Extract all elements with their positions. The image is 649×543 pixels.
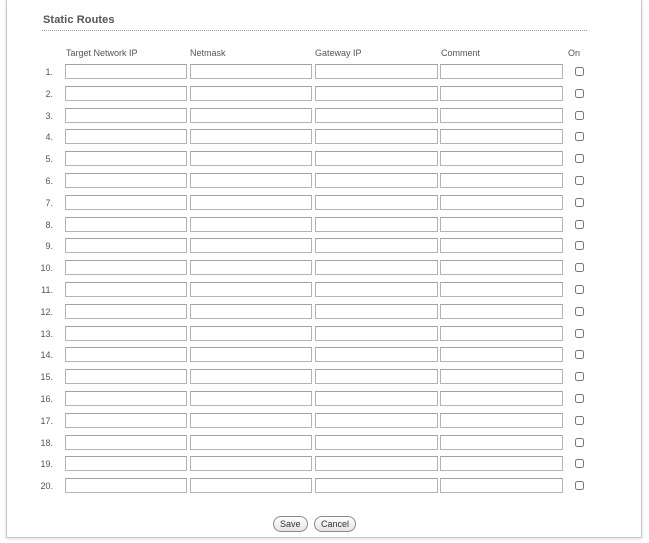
netmask-input[interactable]: [190, 391, 312, 406]
column-header-on: On: [568, 48, 581, 58]
target-network-ip-input[interactable]: [65, 260, 187, 275]
gateway-ip-input[interactable]: [315, 347, 438, 362]
route-enabled-checkbox[interactable]: [575, 263, 584, 272]
gateway-ip-input[interactable]: [315, 151, 438, 166]
target-network-ip-input[interactable]: [65, 282, 187, 297]
row-number: 4.: [45, 132, 53, 142]
gateway-ip-input[interactable]: [315, 326, 438, 341]
netmask-input[interactable]: [190, 347, 312, 362]
comment-input[interactable]: [440, 369, 563, 384]
target-network-ip-input[interactable]: [65, 129, 187, 144]
gateway-ip-input[interactable]: [315, 86, 438, 101]
target-network-ip-input[interactable]: [65, 369, 187, 384]
target-network-ip-input[interactable]: [65, 304, 187, 319]
row-number: 9.: [45, 241, 53, 251]
target-network-ip-input[interactable]: [65, 478, 187, 493]
comment-input[interactable]: [440, 282, 563, 297]
row-number: 19.: [40, 459, 53, 469]
row-number: 3.: [45, 111, 53, 121]
route-enabled-checkbox[interactable]: [575, 329, 584, 338]
column-header-netmask: Netmask: [190, 48, 226, 58]
gateway-ip-input[interactable]: [315, 195, 438, 210]
comment-input[interactable]: [440, 435, 563, 450]
gateway-ip-input[interactable]: [315, 217, 438, 232]
row-number: 20.: [40, 481, 53, 491]
gateway-ip-input[interactable]: [315, 64, 438, 79]
netmask-input[interactable]: [190, 129, 312, 144]
gateway-ip-input[interactable]: [315, 369, 438, 384]
target-network-ip-input[interactable]: [65, 326, 187, 341]
row-number: 16.: [40, 394, 53, 404]
target-network-ip-input[interactable]: [65, 217, 187, 232]
route-enabled-checkbox[interactable]: [575, 198, 584, 207]
column-header-comment: Comment: [441, 48, 481, 58]
gateway-ip-input[interactable]: [315, 129, 438, 144]
comment-input[interactable]: [440, 108, 563, 123]
target-network-ip-input[interactable]: [65, 413, 187, 428]
netmask-input[interactable]: [190, 456, 312, 471]
row-number: 18.: [40, 438, 53, 448]
column-header-gateway-ip: Gateway IP: [315, 48, 362, 58]
netmask-input[interactable]: [190, 369, 312, 384]
target-network-ip-input[interactable]: [65, 195, 187, 210]
netmask-input[interactable]: [190, 86, 312, 101]
netmask-input[interactable]: [190, 64, 312, 79]
row-number: 7.: [45, 198, 53, 208]
gateway-ip-input[interactable]: [315, 478, 438, 493]
row-number: 8.: [45, 220, 53, 230]
row-number: 1.: [45, 67, 53, 77]
route-enabled-checkbox[interactable]: [575, 176, 584, 185]
comment-input[interactable]: [440, 64, 563, 79]
netmask-input[interactable]: [190, 217, 312, 232]
gateway-ip-input[interactable]: [315, 413, 438, 428]
gateway-ip-input[interactable]: [315, 282, 438, 297]
row-number: 10.: [40, 263, 53, 273]
route-enabled-checkbox[interactable]: [575, 67, 584, 76]
target-network-ip-input[interactable]: [65, 435, 187, 450]
netmask-input[interactable]: [190, 326, 312, 341]
comment-input[interactable]: [440, 238, 563, 253]
comment-input[interactable]: [440, 456, 563, 471]
cancel-button[interactable]: Cancel: [314, 516, 356, 532]
save-button[interactable]: Save: [273, 516, 308, 532]
gateway-ip-input[interactable]: [315, 260, 438, 275]
netmask-input[interactable]: [190, 195, 312, 210]
row-number: 6.: [45, 176, 53, 186]
comment-input[interactable]: [440, 195, 563, 210]
gateway-ip-input[interactable]: [315, 435, 438, 450]
comment-input[interactable]: [440, 478, 563, 493]
route-enabled-checkbox[interactable]: [575, 111, 584, 120]
comment-input[interactable]: [440, 391, 563, 406]
route-enabled-checkbox[interactable]: [575, 416, 584, 425]
gateway-ip-input[interactable]: [315, 108, 438, 123]
comment-input[interactable]: [440, 413, 563, 428]
route-enabled-checkbox[interactable]: [575, 438, 584, 447]
target-network-ip-input[interactable]: [65, 64, 187, 79]
gateway-ip-input[interactable]: [315, 456, 438, 471]
target-network-ip-input[interactable]: [65, 456, 187, 471]
section-title: Static Routes: [43, 14, 115, 26]
row-number: 2.: [45, 89, 53, 99]
route-enabled-checkbox[interactable]: [575, 459, 584, 468]
row-number: 17.: [40, 416, 53, 426]
netmask-input[interactable]: [190, 260, 312, 275]
row-number: 15.: [40, 372, 53, 382]
route-enabled-checkbox[interactable]: [575, 372, 584, 381]
row-number: 12.: [40, 307, 53, 317]
netmask-input[interactable]: [190, 435, 312, 450]
route-enabled-checkbox[interactable]: [575, 220, 584, 229]
row-number: 11.: [41, 285, 53, 295]
route-enabled-checkbox[interactable]: [575, 481, 584, 490]
netmask-input[interactable]: [190, 151, 312, 166]
netmask-input[interactable]: [190, 304, 312, 319]
target-network-ip-input[interactable]: [65, 238, 187, 253]
target-network-ip-input[interactable]: [65, 151, 187, 166]
row-number: 5.: [45, 154, 53, 164]
route-enabled-checkbox[interactable]: [575, 285, 584, 294]
netmask-input[interactable]: [190, 173, 312, 188]
section-divider: [42, 30, 587, 31]
netmask-input[interactable]: [190, 478, 312, 493]
gateway-ip-input[interactable]: [315, 173, 438, 188]
netmask-input[interactable]: [190, 282, 312, 297]
netmask-input[interactable]: [190, 413, 312, 428]
gateway-ip-input[interactable]: [315, 238, 438, 253]
route-enabled-checkbox[interactable]: [575, 350, 584, 359]
target-network-ip-input[interactable]: [65, 347, 187, 362]
comment-input[interactable]: [440, 347, 563, 362]
route-enabled-checkbox[interactable]: [575, 132, 584, 141]
comment-input[interactable]: [440, 260, 563, 275]
target-network-ip-input[interactable]: [65, 86, 187, 101]
comment-input[interactable]: [440, 129, 563, 144]
comment-input[interactable]: [440, 86, 563, 101]
target-network-ip-input[interactable]: [65, 391, 187, 406]
comment-input[interactable]: [440, 151, 563, 166]
route-enabled-checkbox[interactable]: [575, 307, 584, 316]
row-number: 13.: [40, 329, 53, 339]
target-network-ip-input[interactable]: [65, 108, 187, 123]
gateway-ip-input[interactable]: [315, 304, 438, 319]
route-enabled-checkbox[interactable]: [575, 89, 584, 98]
comment-input[interactable]: [440, 173, 563, 188]
route-enabled-checkbox[interactable]: [575, 154, 584, 163]
column-header-target-network-ip: Target Network IP: [66, 48, 138, 58]
comment-input[interactable]: [440, 326, 563, 341]
comment-input[interactable]: [440, 304, 563, 319]
row-number: 14.: [40, 350, 53, 360]
gateway-ip-input[interactable]: [315, 391, 438, 406]
netmask-input[interactable]: [190, 238, 312, 253]
target-network-ip-input[interactable]: [65, 173, 187, 188]
netmask-input[interactable]: [190, 108, 312, 123]
comment-input[interactable]: [440, 217, 563, 232]
static-routes-panel: [6, 0, 642, 538]
route-enabled-checkbox[interactable]: [575, 394, 584, 403]
route-enabled-checkbox[interactable]: [575, 241, 584, 250]
